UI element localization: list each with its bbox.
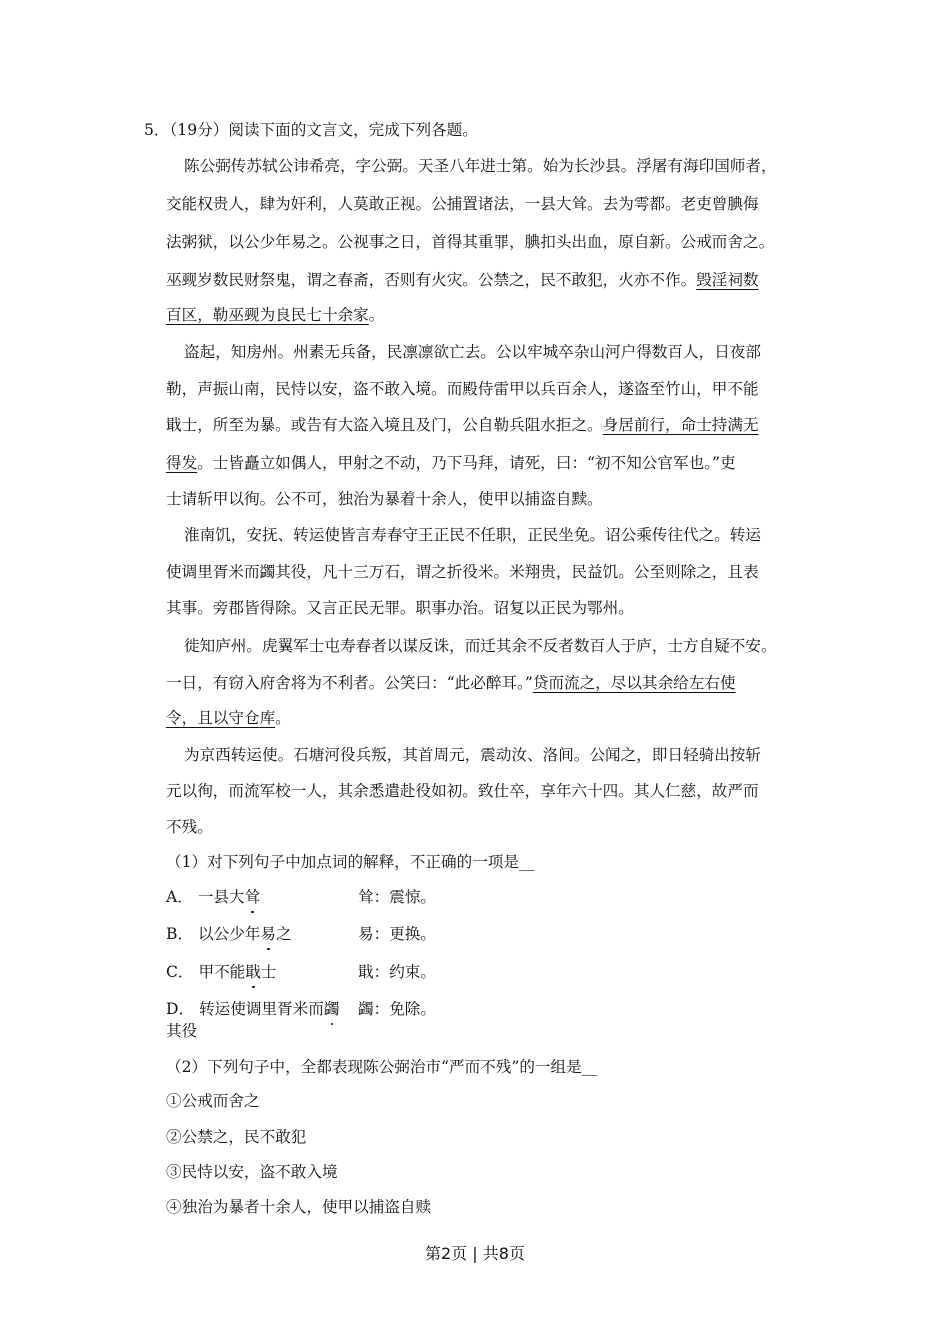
option-b (166, 922, 292, 944)
passage-line (184, 340, 761, 362)
passage-text: 徙知庐州。虎翼军士屯寿春者以谋反诛，而迁其余不反者数百人于庐，士方自疑不安。 (184, 637, 777, 655)
dotted-word: 戢 (245, 960, 261, 982)
passage-text: 戢士，所至为暴。或告有大盗入境且及门，公自勒兵阻水拒之。 (166, 416, 603, 434)
passage-line (184, 523, 761, 545)
dotted-word: 蠲 (324, 997, 340, 1019)
option-text: 甲不能 (198, 963, 246, 981)
dotted-word: 耸 (245, 885, 261, 907)
question-2-prompt: （2）下列句子中，全都表现陈公弼治市“严而不残”的一组是__ (166, 1058, 598, 1076)
passage-text: 交能权贵人，肆为奸利，人莫敢正视。公捕置诸法，一县大耸。去为雩都。老吏曾腆侮 (166, 195, 759, 213)
dotted-word: 易 (260, 922, 276, 944)
page-footer: 第2页 | 共8页 (425, 1244, 525, 1263)
passage-text: 其事。旁郡皆得除。又言正民无罪。职事办治。诏复以正民为鄂州。 (166, 599, 634, 617)
passage-text: 勒，声振山南，民恃以安，盗不敢入境。而殿侍雷甲以兵百余人，遂盗至竹山，甲不能 (166, 380, 759, 398)
passage-text: 使调里胥米而蠲其役，凡十三万石，谓之折役米。米翔贵，民益饥。公至则除之，且表 (166, 563, 759, 581)
option-label: B． (166, 925, 199, 943)
passage-text: 。士皆矗立如偶人，甲射之不动，乃下马拜，请死，曰：“初不知公官军也。”吏 (197, 454, 736, 472)
passage-line (166, 706, 291, 728)
passage-line (166, 779, 759, 801)
passage-line (166, 230, 774, 252)
question-header: 5．（19分）阅读下面的文言文，完成下列各题。 (144, 121, 478, 139)
underlined-sentence: 百区，勒巫觋为良民七十余家 (166, 306, 369, 324)
underlined-sentence: 毁淫祠数 (696, 271, 759, 289)
passage-line (166, 815, 213, 837)
passage-text: 一日，有窃入府舍将为不利者。公笑曰：“此必醉耳。” (166, 674, 533, 692)
passage-line (166, 451, 736, 473)
choice-item: ②公禁之，民不敢犯 (166, 1128, 307, 1146)
option-label: A． (166, 888, 198, 906)
passage-line (184, 743, 761, 765)
passage-line (166, 413, 759, 435)
passage-line (184, 154, 777, 176)
passage-text: 巫觋岁数民财祭鬼，谓之春斋，否则有火灾。公禁之，民不敢犯，火亦不作。 (166, 271, 697, 289)
option-explanation: 耸：震惊。 (358, 888, 436, 906)
option-text: 之 (276, 925, 292, 943)
option-c (166, 960, 277, 982)
option-text: 一县大 (197, 888, 245, 906)
option-d (166, 997, 339, 1019)
passage-text: 为京西转运使。石塘河役兵叛，其首周元，震动汝、洛间。公闻之，即日轻骑出按斩 (184, 746, 761, 764)
passage-line (166, 268, 759, 290)
passage-text: 盗起，知房州。州素无兵备，民凛凛欲亡去。公以牢城卒杂山河户得数百人，日夜部 (184, 343, 761, 361)
option-label: C． (166, 963, 199, 981)
passage-line (166, 560, 759, 582)
passage-line (166, 487, 603, 509)
option-text: 以公少年 (198, 925, 261, 943)
passage-line (184, 634, 777, 656)
option-text: 转运使调里胥米而 (199, 1000, 324, 1018)
passage-text: 陈公弼传苏轼公讳希亮，字公弼。天圣八年进士第。始为长沙县。浮屠有海印国师者， (184, 157, 777, 175)
option-label: D． (166, 1000, 200, 1018)
choice-item: ④独治为暴者十余人，使甲以捕盗自赎 (166, 1198, 432, 1216)
passage-text: 士请斩甲以徇。公不可，独治为暴着十余人，使甲以捕盗自黩。 (166, 490, 603, 508)
passage-text: 淮南饥，安抚、转运使皆言寿春守王正民不任职，正民坐免。诏公乘传往代之。转运 (184, 526, 761, 544)
passage-line (166, 671, 736, 693)
option-continuation: 其役 (166, 1022, 198, 1040)
option-text: 士 (260, 963, 277, 981)
option-explanation: 蠲：免除。 (358, 1000, 436, 1018)
passage-line (166, 377, 759, 399)
passage-text: 元以徇，而流军校一人，其余悉遣赴役如初。致仕卒，享年六十四。其人仁慈，故严而 (166, 782, 759, 800)
underlined-sentence: 贷而流之，尽以其余给左右使 (532, 674, 736, 692)
option-explanation: 戢：约束。 (358, 963, 436, 981)
passage-text: 。 (275, 709, 291, 727)
option-explanation: 易：更换。 (358, 925, 436, 943)
choice-item: ①公戒而舍之 (166, 1092, 260, 1110)
question-1-prompt: （1）对下列句子中加点词的解释，不正确的一项是__ (166, 853, 535, 871)
passage-line (166, 303, 384, 325)
underlined-sentence: 身居前行，命士持满无 (602, 416, 759, 434)
passage-line (166, 596, 634, 618)
option-a (166, 885, 260, 907)
underlined-sentence: 令，且以守仓库 (166, 709, 276, 727)
passage-text: 法粥狱，以公少年易之。公视事之日，首得其重罪，腆扣头出血，原自新。公戒而舍之。 (166, 233, 775, 251)
passage-line (166, 192, 759, 214)
choice-item: ③民恃以安，盗不敢入境 (166, 1163, 338, 1181)
passage-text: 不残。 (166, 818, 213, 836)
underlined-sentence: 得发 (166, 454, 198, 472)
passage-text: 。 (368, 306, 385, 324)
